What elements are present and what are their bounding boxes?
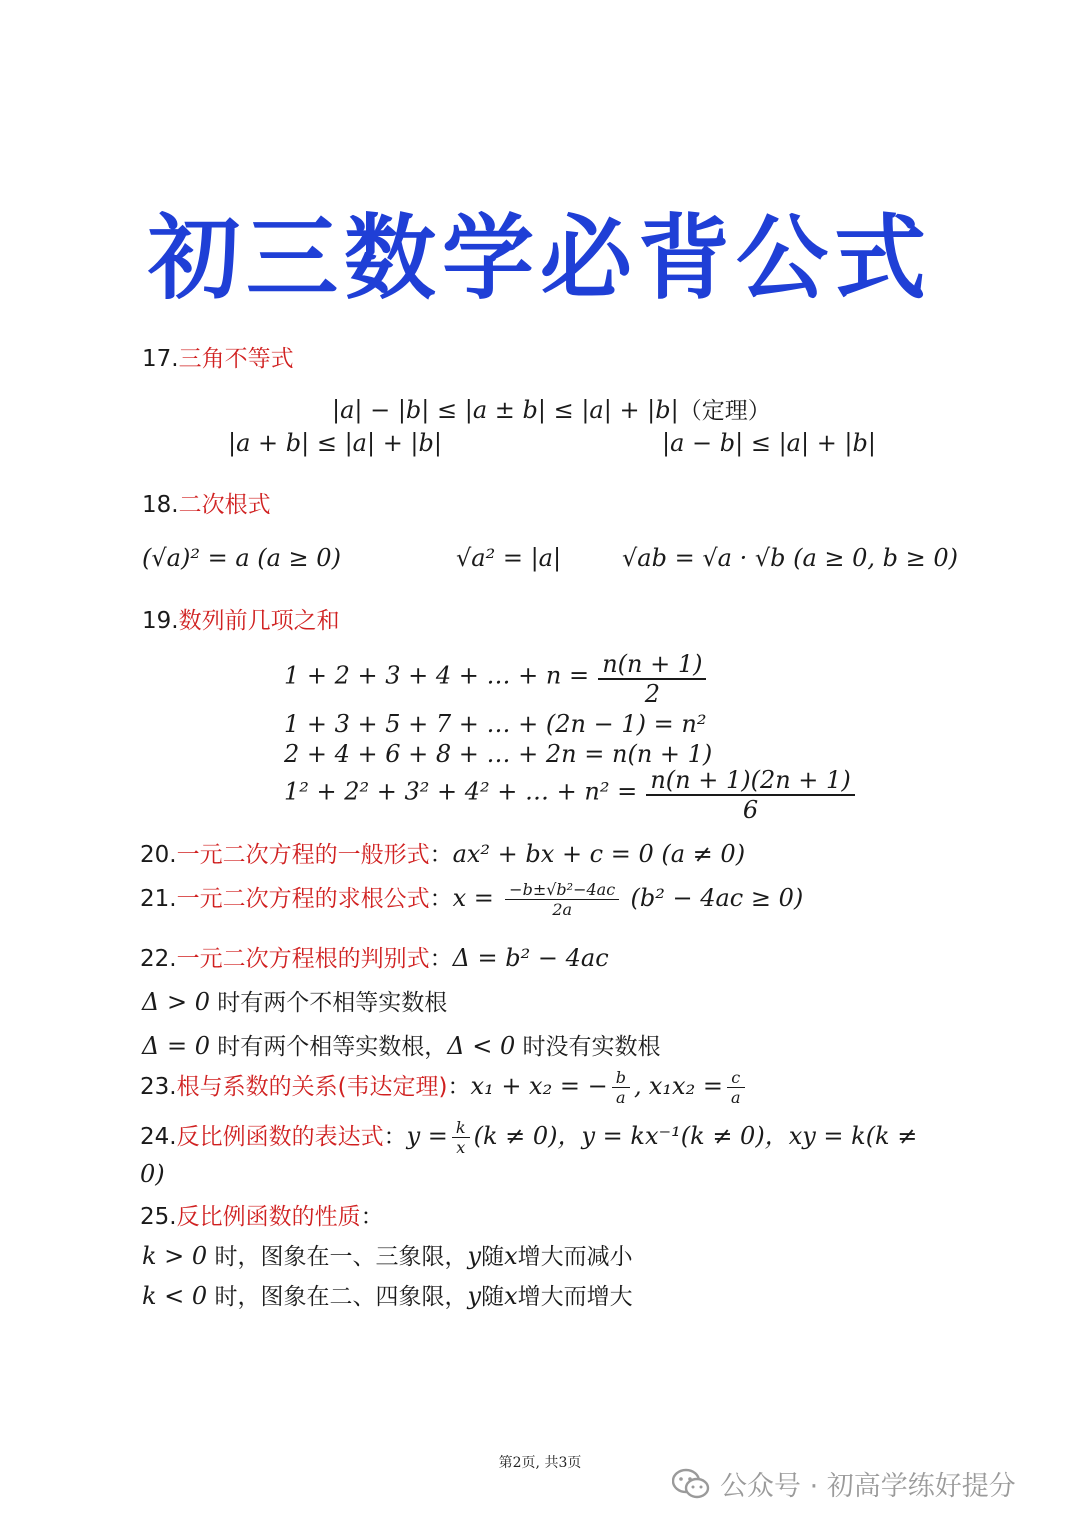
section-25-heading bbox=[140, 1198, 384, 1231]
denominator: 6 bbox=[742, 796, 759, 824]
formula-19-2: 1 + 3 + 5 + 7 + … + (2n − 1) = n² bbox=[284, 710, 707, 738]
section-title: 二次根式 bbox=[178, 492, 271, 518]
math-text: k > 0 bbox=[142, 1242, 208, 1270]
section-title: 三角不等式 bbox=[178, 346, 294, 372]
math-text: x bbox=[504, 1242, 518, 1270]
section-title: 反比例函数的表达式 bbox=[176, 1124, 384, 1150]
section-title: 数列前几项之和 bbox=[178, 608, 340, 634]
section-title: 一元二次方程的一般形式 bbox=[176, 842, 430, 868]
section-number: 17. bbox=[142, 346, 179, 372]
formula-text: ax² + bx + c = 0 (a ≠ 0) bbox=[452, 840, 746, 868]
section-21-heading bbox=[140, 880, 803, 919]
numerator: c bbox=[727, 1068, 745, 1088]
section-22-heading bbox=[140, 940, 609, 973]
text: 时有两个不相等实数根 bbox=[209, 990, 448, 1016]
math-text: y bbox=[467, 1242, 482, 1270]
formula-text: y = kx⁻¹(k ≠ 0)， bbox=[581, 1122, 789, 1150]
numerator: n(n + 1) bbox=[598, 650, 706, 680]
colon: ： bbox=[383, 1124, 407, 1150]
colon: ： bbox=[429, 842, 453, 868]
section-number: 23. bbox=[140, 1074, 177, 1100]
page-footer: 第2页, 共3页 bbox=[498, 1455, 582, 1471]
text: 时，图象在二、四象限， bbox=[207, 1284, 468, 1310]
section-title: 一元二次方程的求根公式 bbox=[176, 886, 430, 912]
text: 增大而增大 bbox=[517, 1284, 633, 1310]
numerator: b bbox=[612, 1068, 630, 1088]
text: 时没有实数根 bbox=[515, 1034, 661, 1060]
formula-17-3: |a − b| ≤ |a| + |b| bbox=[662, 429, 876, 457]
property-line-2 bbox=[142, 1278, 633, 1311]
section-19-heading bbox=[142, 602, 340, 635]
colon: ： bbox=[429, 886, 453, 912]
denominator: 2a bbox=[552, 900, 573, 919]
section-24-heading bbox=[140, 1116, 917, 1157]
formula-19-3: 2 + 4 + 6 + 8 + … + 2n = n(n + 1) bbox=[284, 740, 713, 768]
formula-lhs: 1² + 2² + 3² + 4² + … + n² = bbox=[284, 777, 638, 806]
fraction bbox=[452, 1118, 470, 1157]
colon: ： bbox=[429, 946, 453, 972]
formula-condition: (k ≠ 0)， bbox=[473, 1122, 582, 1150]
formula-lhs: x = bbox=[452, 884, 494, 912]
math-text: y bbox=[467, 1282, 482, 1310]
denominator: a bbox=[616, 1088, 626, 1107]
colon: ： bbox=[447, 1074, 471, 1100]
section-number: 25. bbox=[140, 1204, 177, 1230]
formula-lhs: 1 + 2 + 3 + 4 + … + n = bbox=[284, 661, 590, 690]
formula-19-4 bbox=[284, 766, 859, 824]
page-title: 初三数学必背公式 bbox=[147, 205, 932, 312]
formula-18-1: (√a)² = a (a ≥ 0) bbox=[142, 544, 341, 572]
formula-condition: (b² − 4ac ≥ 0) bbox=[630, 884, 804, 912]
formula-24-continuation: 0) bbox=[140, 1160, 165, 1188]
formula-17-1 bbox=[332, 392, 771, 425]
formula-18-3: √ab = √a · √b (a ≥ 0, b ≥ 0) bbox=[622, 544, 959, 572]
section-number: 20. bbox=[140, 842, 177, 868]
numerator: k bbox=[452, 1118, 470, 1138]
denominator: 2 bbox=[644, 680, 660, 708]
section-number: 18. bbox=[142, 492, 179, 518]
denominator: x bbox=[456, 1138, 466, 1157]
math-text: x bbox=[504, 1282, 518, 1310]
formula-text: |a| − |b| ≤ |a ± b| ≤ |a| + |b| bbox=[332, 396, 679, 424]
section-title: 根与系数的关系(韦达定理) bbox=[176, 1074, 448, 1100]
fraction bbox=[598, 650, 706, 708]
formula-text: y = bbox=[406, 1122, 448, 1150]
section-title: 反比例函数的性质 bbox=[176, 1204, 361, 1230]
section-number: 21. bbox=[140, 886, 177, 912]
formula-text: Δ = b² − 4ac bbox=[452, 944, 609, 972]
denominator: a bbox=[730, 1088, 741, 1107]
section-23-heading bbox=[140, 1068, 749, 1107]
section-18-heading bbox=[142, 486, 271, 519]
formula-17-2: |a + b| ≤ |a| + |b| bbox=[228, 429, 442, 457]
text: 随 bbox=[481, 1284, 505, 1310]
math-text: Δ = 0 bbox=[142, 1032, 210, 1060]
text: 增大而减小 bbox=[517, 1244, 633, 1270]
formula-text: xy = k(k ≠ bbox=[788, 1122, 918, 1150]
text: 随 bbox=[481, 1244, 505, 1270]
numerator: −b±√b²−4ac bbox=[505, 880, 619, 900]
wechat-icon bbox=[672, 1468, 710, 1507]
section-title: 一元二次方程根的判别式 bbox=[176, 946, 430, 972]
fraction bbox=[727, 1068, 745, 1107]
discriminant-line-1 bbox=[142, 984, 447, 1017]
section-number: 24. bbox=[140, 1124, 177, 1150]
formula-18-2: √a² = |a| bbox=[456, 544, 562, 572]
section-20-heading bbox=[140, 836, 745, 869]
formula-text: x₁ + x₂ = − bbox=[470, 1072, 608, 1100]
colon: ： bbox=[360, 1204, 384, 1230]
section-number: 19. bbox=[142, 608, 179, 634]
text: 时有两个相等实数根， bbox=[209, 1034, 448, 1060]
numerator: n(n + 1)(2n + 1) bbox=[646, 766, 854, 796]
math-text: Δ < 0 bbox=[447, 1032, 516, 1060]
formula-note: （定理） bbox=[678, 398, 771, 424]
property-line-1 bbox=[142, 1238, 633, 1271]
formula-text: x₁x₂ = bbox=[648, 1072, 723, 1100]
fraction bbox=[646, 766, 854, 824]
math-text: k < 0 bbox=[142, 1282, 208, 1310]
section-number: 22. bbox=[140, 946, 177, 972]
watermark-text: 公众号 · 初高学练好提分 bbox=[720, 1471, 1016, 1502]
text: 时，图象在一、三象限， bbox=[207, 1244, 468, 1270]
discriminant-line-2 bbox=[142, 1028, 661, 1061]
fraction bbox=[612, 1068, 630, 1107]
section-17-heading bbox=[142, 340, 294, 373]
watermark bbox=[672, 1464, 1016, 1507]
fraction bbox=[505, 880, 619, 919]
formula-19-1 bbox=[284, 650, 710, 708]
math-text: Δ > 0 bbox=[142, 988, 210, 1016]
separator: , bbox=[633, 1072, 642, 1100]
